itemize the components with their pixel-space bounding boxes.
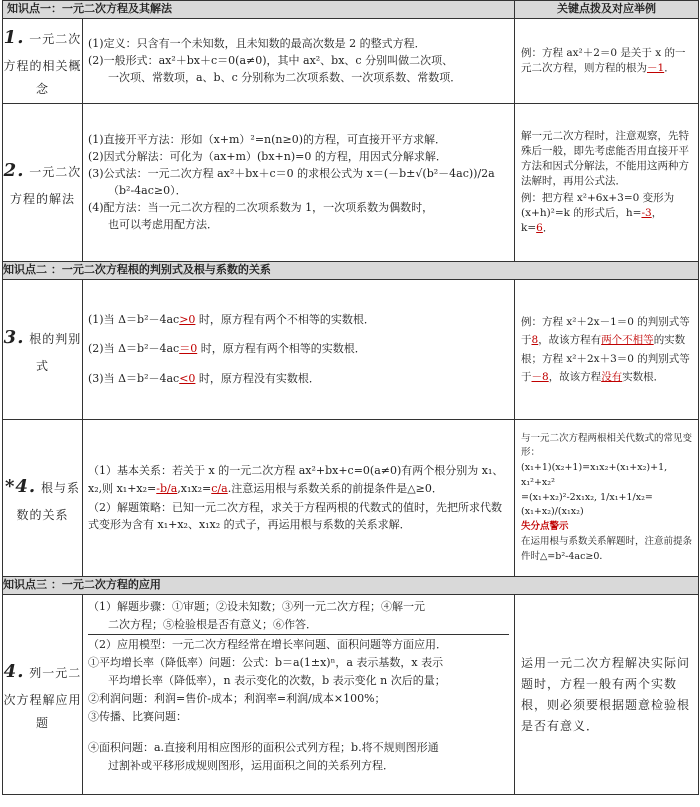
content-discriminant [83, 280, 515, 420]
case-sign: ＝0 [179, 342, 198, 356]
ex-answer-8: 8 [531, 334, 539, 347]
example-vieta [515, 420, 699, 577]
ex-i: 实数根． [622, 370, 665, 383]
steps-line-1: （1）解题步骤：①审题；②设未知数；③列一元二次方程；④解一元 [88, 600, 425, 613]
tip-example-end: ． [542, 222, 554, 235]
ex-g: ，故该方程 [548, 370, 602, 383]
section-2-title: 知识点二 ：一元二次方程根的判别式及根与系数的关系 [3, 262, 699, 280]
warning-text: 在运用根与系数关系解题时，注意前提条件时△=b²-4ac≥0． [521, 535, 693, 562]
content-methods [83, 104, 515, 262]
method-completing-square-1: (4)配方法：当一元二次方程的二次项系数为 1，一次项系数为偶数时， [88, 200, 434, 214]
steps-line-2: 二次方程；⑤检验根是否有意义；⑥作答． [108, 618, 317, 632]
method-formula: (3)公式法：一元二次方程 ax²＋bx＋c＝0 的求根公式为 x＝(－b±√(b²－4ac))/2a [88, 167, 495, 181]
content-vieta [83, 420, 515, 577]
vieta-strategy: （2）解题策略：已知一元二次方程，求关于方程两根的代数式的值时，先把所求代数式变形为含有 x₁+x₂、x₁x₂ 的式子，再运用根与系数的关系求解． [88, 500, 502, 532]
tip-example [521, 191, 692, 237]
vieta-note: .注意运用根与系数关系的前提条件是△≥0． [227, 481, 443, 495]
label-text: 一元二次方程的解法 [9, 165, 82, 207]
section-3-header [3, 577, 699, 595]
label-discriminant [3, 280, 83, 420]
tip-example-mid: ，k= [521, 206, 663, 235]
model-intro: （2）应用模型：一元二次方程经常在增长率问题、面积问题等方面应用． [88, 634, 509, 653]
vieta-basic [88, 462, 509, 497]
row-discriminant [3, 280, 699, 420]
label-text: 列一元二次方程解应用题 [3, 665, 82, 730]
label-concept [3, 19, 83, 104]
ex-answer-two-unequal: 两个不相等 [601, 334, 654, 347]
ex-c: ，故该方程有 [538, 334, 602, 347]
tip-example-text: 例：把方程 x²+6x+3=0 变形为 (x+h)²=k 的形式后，h= [521, 191, 675, 219]
header-row [3, 1, 699, 19]
label-vieta [3, 420, 83, 577]
label-methods [3, 104, 83, 262]
tip-application: 运用一元二次方程解决实际问题时，方程一般有两个实数根，则必须要根据题意检验根是否有意义． [515, 595, 699, 795]
tip-answer-h: -3 [641, 206, 652, 219]
label-number: *4. [4, 475, 37, 497]
growth-rate-2: 平均增长率（降低率），n 表示变化的次数，b 表示变化 n 次后的量； [108, 674, 446, 688]
case-expr: (2)当 Δ＝b²－4ac [88, 342, 180, 356]
header-right: 关键点拨及对应举例 [515, 1, 699, 19]
growth-rate-1: ①平均增长率（降低率）问题：公式：b＝a(1±x)ⁿ，a 表示基数，x 表示 [88, 656, 444, 670]
label-number: 1. [3, 27, 25, 49]
tip-methods [515, 104, 699, 262]
content-concept [83, 19, 515, 104]
definition-text: (1)定义：只含有一个未知数，且未知数的最高次数是 2 的整式方程． [88, 37, 426, 51]
profit-problem: ②利润问题：利润=售价-成本；利润率=利润/成本×100%； [88, 692, 386, 706]
label-text: 一元二次方程的相关概念 [3, 32, 82, 97]
area-problem-1: ④面积问题：a.直接利用相应图形的面积公式列方程；b.将不规则图形通 [88, 741, 439, 755]
case-result: 时，原方程没有实数根． [195, 371, 320, 385]
ex-answer-none: 没有 [601, 370, 623, 383]
label-application [3, 595, 83, 795]
content-application [83, 595, 515, 795]
example-discriminant [515, 280, 699, 420]
label-number: 3. [3, 327, 25, 348]
case-result: 时，原方程有两个不相等的实数根． [195, 312, 375, 326]
general-form-line-2: 一次项、常数项，a、b、c 分别称为二次项系数、一次项系数、常数项． [108, 70, 462, 84]
example-end: ． [664, 62, 675, 74]
method-square-root: (1)直接开平方法：形如（x+m）²=n(n≥0)的方程，可直接开平方求解． [88, 133, 447, 147]
row-vieta [3, 420, 699, 577]
method-formula-condition: （b²-4ac≥0）． [108, 184, 187, 197]
spread-problem: ③传播、比赛问题： [88, 710, 187, 724]
tip-answer-k: 6 [536, 222, 543, 235]
case-zero [88, 335, 509, 364]
section-3-title: 知识点三 ：一元二次方程的应用 [3, 577, 699, 595]
ex-a: 例：方程 x²＋2x－1＝0 的判别式等于 [521, 315, 690, 347]
case-positive [88, 306, 509, 335]
row-methods [3, 104, 699, 262]
example-text: 例：方程 ax²＋2＝0 是关于 x 的一元二次方程，则方程的根为 [521, 46, 686, 74]
row-concept [3, 19, 699, 104]
vieta-mid: ,x₁x₂= [177, 481, 212, 495]
row-application [3, 595, 699, 795]
case-negative [88, 365, 509, 394]
example-answer: －1 [647, 62, 665, 74]
vieta-transform-2: =(x₁+x₂)²-2x₁x₂, 1/x₁+1/x₂=(x₁+x₂)/(x₁x₂) [521, 491, 653, 518]
vieta-sum: -b/a [156, 481, 178, 495]
case-expr: (1)当 Δ＝b²－4ac [88, 312, 180, 326]
section-2-header [3, 262, 699, 280]
label-text: 根与系数的关系 [16, 480, 81, 522]
vieta-basic-text: （1）基本关系：若关于 x 的一元二次方程 ax²+bx+c=0(a≠0)有两个根分别为 x₁、x₂,则 x₁+x₂= [88, 464, 504, 495]
vieta-transform-1: (x₁+1)(x₂+1)=x₁x₂+(x₁+x₂)+1, x₁²+x₂² [521, 462, 668, 488]
label-text: 根的判别式 [29, 332, 82, 374]
warning-label: 失分点警示 [521, 521, 569, 533]
example-concept [515, 19, 699, 104]
method-factoring: (2)因式分解法：可化为（ax+m）(bx+n)=0 的方程，用因式分解求解． [88, 150, 447, 164]
ex-e: 的实数根；方程 x²＋2x＋3＝0 的判别式等于 [521, 334, 690, 383]
tip-text: 解一元二次方程时，注意观察，先特殊后一般，即先考虑能否用直接开平方法和因式分解法，不能用这两种方法解时，再用公式法． [521, 129, 689, 188]
case-result: 时，原方程有两个相等的实数根． [197, 342, 366, 356]
case-sign: >0 [179, 312, 196, 326]
case-sign: <0 [179, 371, 196, 385]
label-number: 4. [3, 660, 25, 682]
ex-answer-minus-8: －8 [531, 370, 549, 383]
vieta-transform-title: 与一元二次方程两根相关代数式的常见变形： [521, 432, 693, 459]
case-expr: (3)当 Δ＝b²－4ac [88, 371, 180, 385]
knowledge-table [2, 0, 699, 795]
header-left: 知识点一：一元二次方程及其解法 [3, 1, 515, 19]
label-number: 2. [3, 160, 25, 181]
method-completing-square-2: 也可以考虑用配方法． [108, 217, 218, 231]
general-form-line-1: (2)一般形式：ax²＋bx＋c＝0(a≠0)，其中 ax²、bx、c 分别叫做二次项、 [88, 54, 454, 68]
vieta-product: c/a [211, 481, 228, 495]
area-problem-2: 过割补或平移形成规则图形，运用面积之间的关系列方程． [108, 759, 394, 773]
